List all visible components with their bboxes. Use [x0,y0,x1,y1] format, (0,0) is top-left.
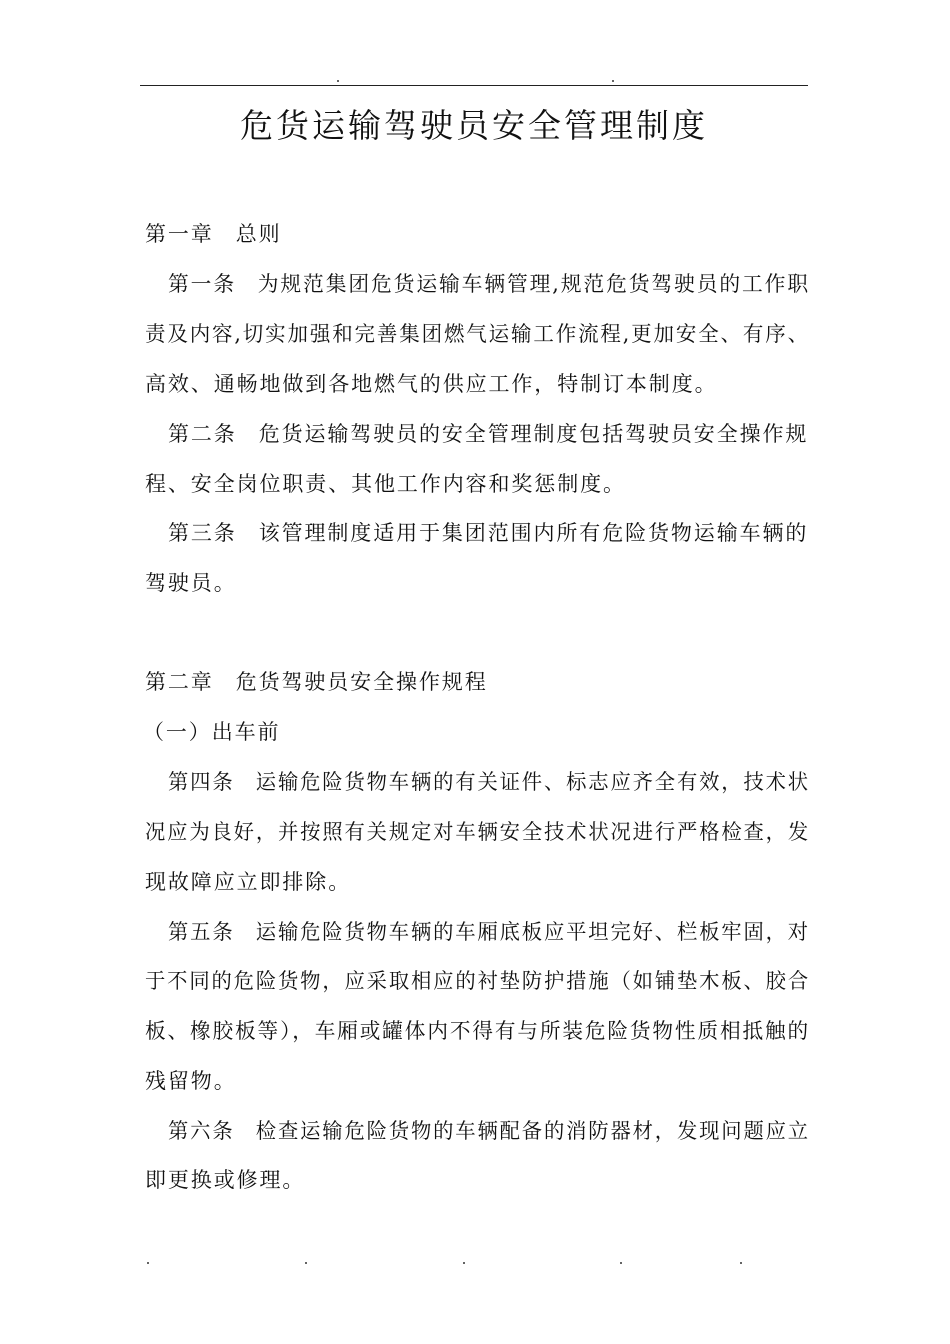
article-text: 该管理制度适用于集团范围内所有危险货物运输车辆的 [258,521,809,545]
article-line [168,419,808,449]
article-text: 检查运输危险货物的车辆配备的消防器材，发现问题应立 [255,1119,810,1143]
article-line: 况应为良好，并按照有关规定对车辆安全技术状况进行严格检查，发 [145,820,811,844]
header-dot [612,80,614,82]
footer-dot [740,1262,742,1264]
article-line: 驾驶员。 [145,571,237,595]
chapter-label: 第一章 [145,222,214,246]
chapter-heading [145,667,488,697]
chapter-heading [145,219,282,249]
footer-dot [463,1262,465,1264]
header-dot [337,80,339,82]
article-text: 运输危险货物车辆的车厢底板应平坦完好、栏板牢固，对 [255,920,810,944]
article-text: 运输危险货物车辆的有关证件、标志应齐全有效，技术状 [255,770,810,794]
article-line [168,518,808,548]
article-line: 于不同的危险货物，应采取相应的衬垫防护措施（如铺垫木板、胶合 [145,969,811,993]
article-text: 为规范集团危货运输车辆管理,规范危货驾驶员的工作职 [257,272,811,296]
article-line: 板、橡胶板等），车厢或罐体内不得有与所装危险货物性质相抵触的 [145,1019,810,1043]
footer-dot [620,1262,622,1264]
article-label: 第六条 [168,1119,235,1143]
article-line: 责及内容,切实加强和完善集团燃气运输工作流程,更加安全、有序、 [145,322,810,346]
chapter-label: 第二章 [145,670,214,694]
article-text: 危货运输驾驶员的安全管理制度包括驾驶员安全操作规 [258,422,809,446]
article-line [168,767,810,797]
article-line: 即更换或修理。 [145,1168,306,1192]
article-label: 第三条 [168,521,237,545]
document-title: 危货运输驾驶员安全管理制度 [240,106,708,145]
article-line: 现故障应立即排除。 [145,870,352,894]
footer-dot [305,1262,307,1264]
article-line [168,269,810,299]
article-line: 程、安全岗位职责、其他工作内容和奖惩制度。 [145,472,626,496]
chapter-title: 总则 [235,222,282,246]
chapter-title: 危货驾驶员安全操作规程 [235,670,488,694]
section-heading: （一）出车前 [143,720,281,744]
article-label: 第一条 [168,272,236,296]
article-label: 第二条 [168,422,237,446]
article-line: 残留物。 [145,1069,237,1093]
footer-dot [147,1262,149,1264]
article-line [168,1116,810,1146]
header-rule [140,85,808,86]
article-label: 第四条 [168,770,235,794]
article-label: 第五条 [168,920,235,944]
article-line: 高效、通畅地做到各地燃气的供应工作，特制订本制度。 [145,372,718,396]
article-line [168,917,810,947]
